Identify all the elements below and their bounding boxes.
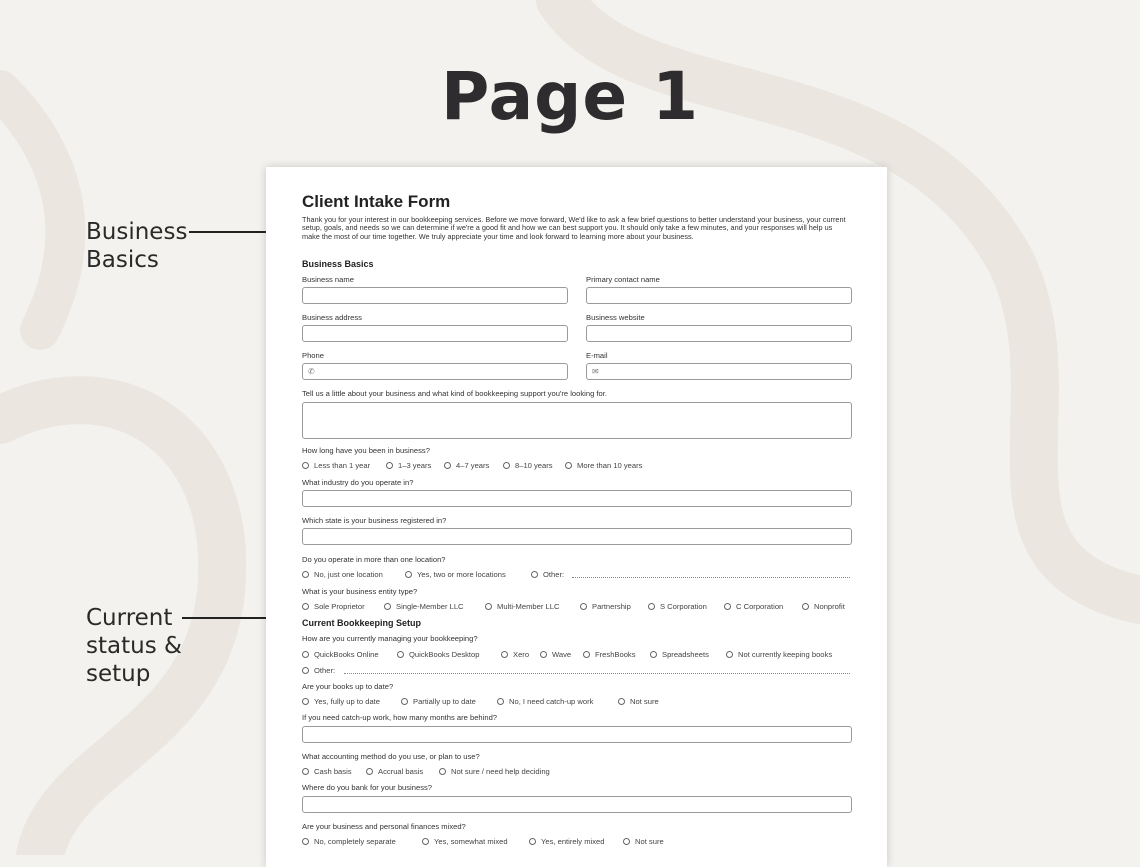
radio-option[interactable]: No, completely separate	[314, 837, 396, 846]
form-intro: Thank you for your interest in our bookkeeping services. Before we move forward, We'd like to ask a few brief questions to better understand your business, your current setup, goals, and needs so we can determine if we're a good fit and how we can best support you. It should only take a few minutes, and your responses will help us make the most of our time together. We truly appreciate your time and look forward to learning more about your business.	[302, 215, 846, 241]
entity-question: What is your business entity type?	[302, 587, 418, 596]
radio-option[interactable]: QuickBooks Desktop	[409, 650, 480, 659]
radio-option[interactable]: Accrual basis	[378, 767, 424, 776]
multi-location-options	[302, 570, 852, 582]
radio-option[interactable]: Spreadsheets	[662, 650, 709, 659]
radio-option[interactable]: No, just one location	[314, 570, 383, 579]
radio-option[interactable]: Yes, somewhat mixed	[434, 837, 508, 846]
phone-icon: ✆	[308, 367, 315, 376]
other-fill-line[interactable]	[344, 673, 850, 674]
industry-field[interactable]	[302, 490, 852, 507]
radio-option[interactable]: Yes, fully up to date	[314, 697, 380, 706]
form-sheet	[266, 167, 887, 867]
radio-option[interactable]: Partnership	[592, 602, 631, 611]
radio-option[interactable]: Cash basis	[314, 767, 352, 776]
managing-other-row	[302, 666, 852, 678]
radio-option[interactable]: Yes, entirely mixed	[541, 837, 605, 846]
primary-contact-label: Primary contact name	[586, 275, 660, 284]
radio-option[interactable]: No, I need catch-up work	[509, 697, 594, 706]
radio-option[interactable]: Xero	[513, 650, 530, 659]
tell-us-label: Tell us a little about your business and what kind of bookkeeping support you're looking for.	[302, 389, 607, 398]
other-fill-line[interactable]	[572, 577, 850, 578]
envelope-icon: ✉	[592, 367, 599, 376]
radio-option[interactable]: Not sure	[630, 697, 659, 706]
business-name-label: Business name	[302, 275, 354, 284]
primary-contact-field[interactable]	[586, 287, 852, 304]
state-field[interactable]	[302, 528, 852, 545]
radio-option[interactable]: QuickBooks Online	[314, 650, 379, 659]
bank-field[interactable]	[302, 796, 852, 813]
managing-question: How are you currently managing your bookkeeping?	[302, 634, 478, 643]
radio-option[interactable]: Single-Member LLC	[396, 602, 464, 611]
multi-location-question: Do you operate in more than one location?	[302, 555, 446, 564]
catch-up-question: If you need catch-up work, how many months are behind?	[302, 713, 498, 722]
side-label-business-basics: Business Basics	[86, 219, 188, 273]
email-label: E-mail	[586, 351, 608, 360]
up-to-date-question: Are your books up to date?	[302, 682, 394, 691]
method-question: What accounting method do you use, or plan to use?	[302, 752, 480, 761]
business-address-label: Business address	[302, 313, 362, 322]
radio-option[interactable]: S Corporation	[660, 602, 707, 611]
email-field[interactable]	[586, 363, 852, 380]
tell-us-textarea[interactable]	[302, 402, 852, 439]
radio-option[interactable]: Nonprofit	[814, 602, 845, 611]
radio-option[interactable]: Not sure	[635, 837, 664, 846]
business-address-field[interactable]	[302, 325, 568, 342]
radio-option[interactable]: Sole Proprietor	[314, 602, 365, 611]
page-heading: Page 1	[440, 58, 700, 135]
catch-up-field[interactable]	[302, 726, 852, 743]
form-title: Client Intake Form	[302, 192, 451, 211]
industry-question: What industry do you operate in?	[302, 478, 414, 487]
radio-option[interactable]: Not sure / need help deciding	[451, 767, 550, 776]
radio-option[interactable]: More than 10 years	[577, 461, 643, 470]
business-website-label: Business website	[586, 313, 645, 322]
radio-option[interactable]: Multi-Member LLC	[497, 602, 560, 611]
radio-option[interactable]: FreshBooks	[595, 650, 636, 659]
radio-option[interactable]: Wave	[552, 650, 572, 659]
section-current-bookkeeping: Current Bookkeeping Setup	[302, 618, 422, 628]
bank-question: Where do you bank for your business?	[302, 783, 433, 792]
section-business-basics: Business Basics	[302, 259, 374, 269]
radio-option[interactable]: Less than 1 year	[314, 461, 371, 470]
radio-option[interactable]: 4–7 years	[456, 461, 490, 470]
phone-label: Phone	[302, 351, 324, 360]
radio-option[interactable]: C Corporation	[736, 602, 784, 611]
phone-field[interactable]	[302, 363, 568, 380]
mixed-finances-question: Are your business and personal finances mixed?	[302, 822, 466, 831]
radio-option[interactable]: 8–10 years	[515, 461, 553, 470]
how-long-question: How long have you been in business?	[302, 446, 430, 455]
state-question: Which state is your business registered in?	[302, 516, 447, 525]
radio-option[interactable]: Partially up to date	[413, 697, 476, 706]
business-website-field[interactable]	[586, 325, 852, 342]
radio-option[interactable]: Other:	[314, 666, 336, 675]
radio-option[interactable]: 1–3 years	[398, 461, 432, 470]
side-label-current-status: Current status & setup	[86, 605, 182, 687]
radio-option[interactable]: Not currently keeping books	[738, 650, 833, 659]
radio-option[interactable]: Other:	[543, 570, 565, 579]
business-name-field[interactable]	[302, 287, 568, 304]
radio-option[interactable]: Yes, two or more locations	[417, 570, 506, 579]
